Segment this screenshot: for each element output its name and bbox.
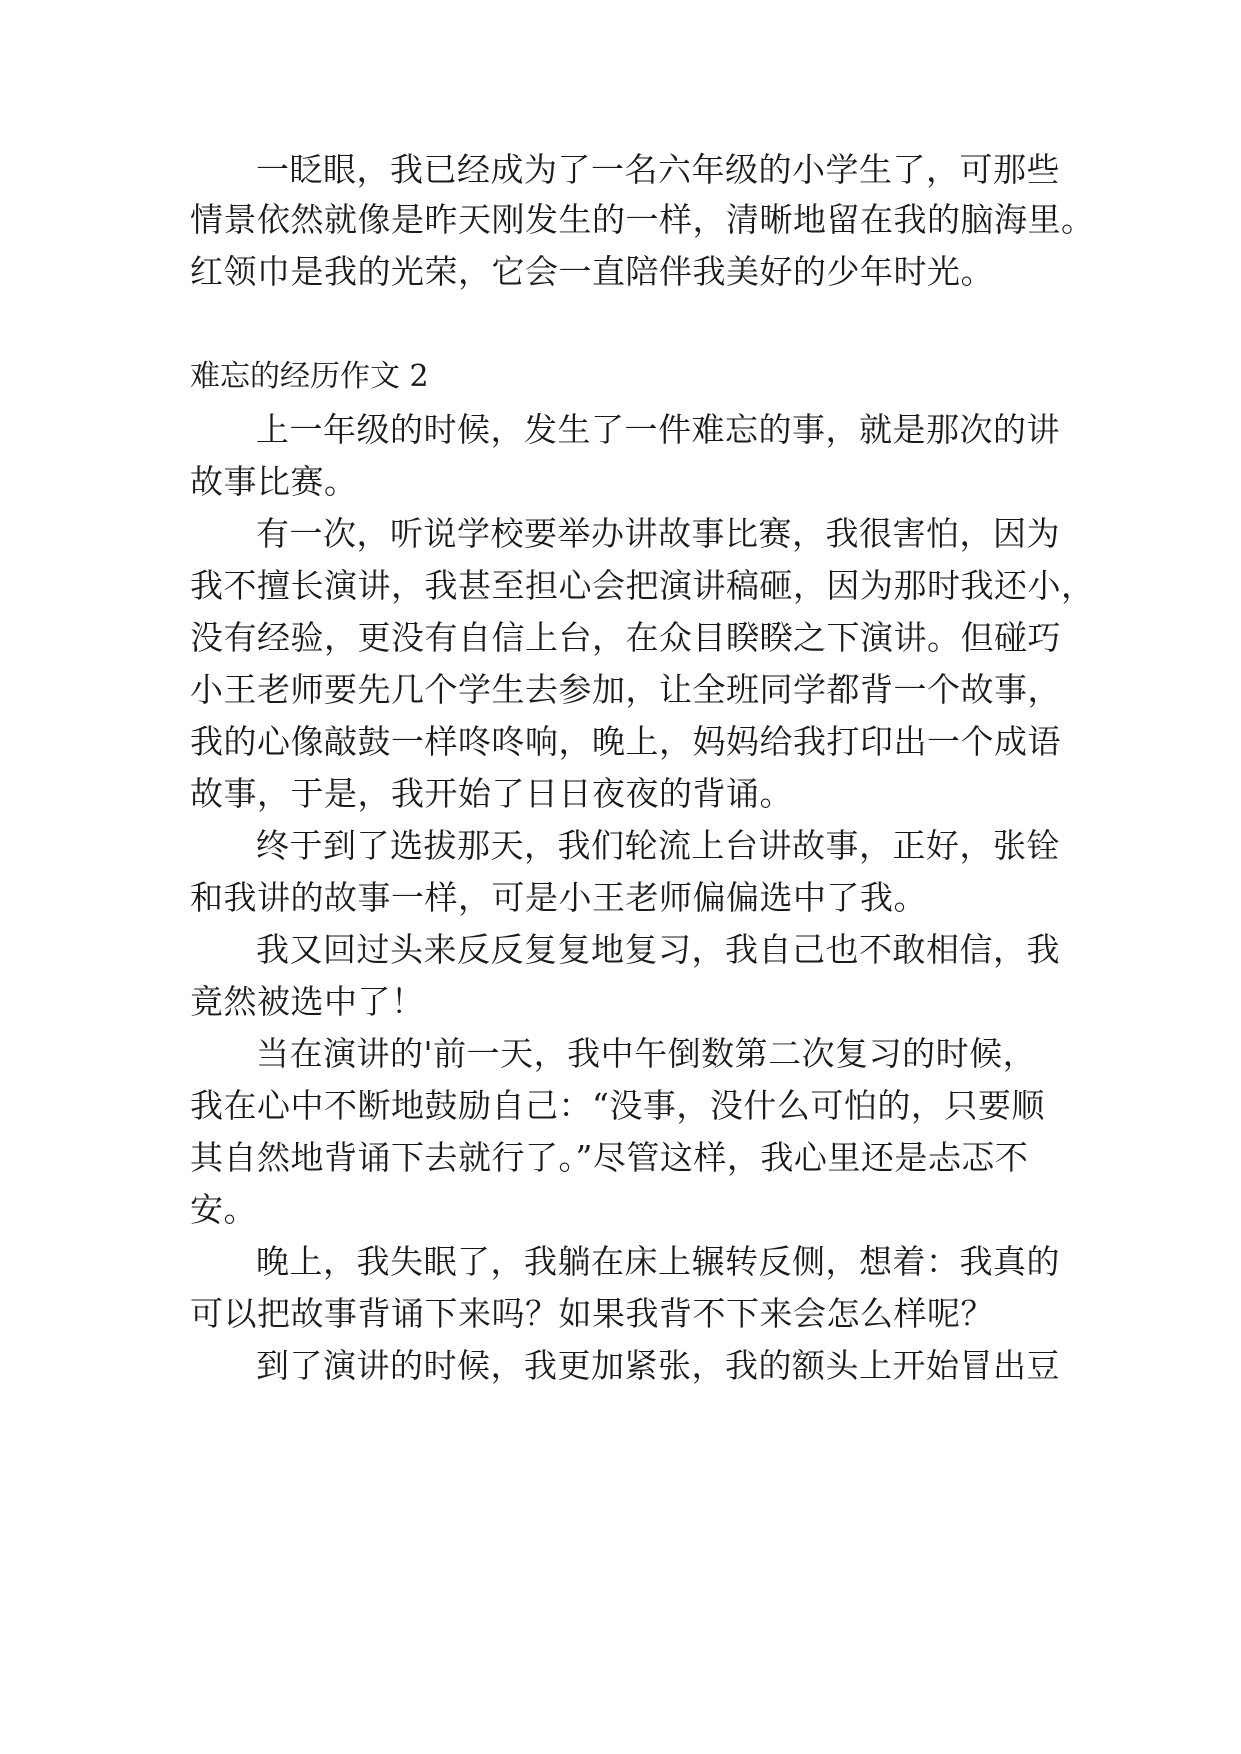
section-heading: 难忘的经历作文 2 [190,359,429,394]
paragraph-line: 我在心中不断地鼓励自己：“没事，没什么可怕的，只要顺 [190,1086,1045,1125]
paragraph-line: 安。 [190,1190,257,1229]
paragraph-line: 我又回过头来反反复复地复习，我自己也不敢相信，我 [256,930,1060,969]
paragraph-line: 其自然地背诵下去就行了。”尽管这样，我心里还是忐忑不 [190,1138,1029,1177]
paragraph-line: 当在演讲的'前一天，我中午倒数第二次复习的时候， [256,1034,1037,1073]
paragraph-line: 有一次，听说学校要举办讲故事比赛，我很害怕，因为 [256,514,1060,553]
paragraph-line: 我不擅长演讲，我甚至担心会把演讲稿砸，因为那时我还小， [190,566,1095,605]
paragraph-line: 红领巾是我的光荣，它会一直陪伴我美好的少年时光。 [190,252,994,291]
paragraph-line: 一眨眼，我已经成为了一名六年级的小学生了，可那些 [256,150,1060,189]
paragraph-line: 可以把故事背诵下来吗？如果我背不下来会怎么样呢？ [190,1294,994,1333]
paragraph-line: 故事，于是，我开始了日日夜夜的背诵。 [190,774,793,813]
paragraph-line: 上一年级的时候，发生了一件难忘的事，就是那次的讲 [256,410,1060,449]
paragraph-line: 竟然被选中了！ [190,982,425,1021]
paragraph-line: 终于到了选拔那天，我们轮流上台讲故事，正好，张铨 [256,826,1060,865]
paragraph-line: 晚上，我失眠了，我躺在床上辗转反侧，想着：我真的 [256,1242,1060,1281]
paragraph-line: 故事比赛。 [190,462,358,501]
paragraph-line: 和我讲的故事一样，可是小王老师偏偏选中了我。 [190,878,927,917]
paragraph-line: 情景依然就像是昨天刚发生的一样，清晰地留在我的脑海里。 [190,200,1095,239]
paragraph-line: 小王老师要先几个学生去参加，让全班同学都背一个故事， [190,670,1061,709]
paragraph-line: 我的心像敲鼓一样咚咚响，晚上，妈妈给我打印出一个成语 [190,722,1061,761]
paragraph-line: 没有经验，更没有自信上台，在众目睽睽之下演讲。但碰巧 [190,618,1061,657]
paragraph-line: 到了演讲的时候，我更加紧张，我的额头上开始冒出豆 [256,1346,1060,1385]
